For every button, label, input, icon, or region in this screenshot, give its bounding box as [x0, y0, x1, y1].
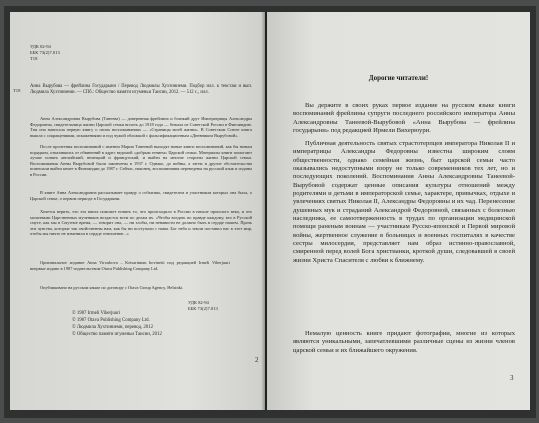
intro-paragraph: Вы держите в своих руках первое издание на русском языке книги воспоминаний фрейлины супруги последнего российского императора Анны Александровны Танеевой-Вырубовой «Анна Вырубова — фрейлина государыни» под редакцией Ирмели Виxерюури. [293, 102, 515, 135]
book-spread [4, 6, 536, 418]
copyright-line: © Общество памяти игуменьи Таисии, 2012 [72, 332, 162, 337]
right-page [267, 12, 530, 410]
agreement-note: Опубликовано на русском языке по договору с Otava Group Agency, Helsinki. [40, 285, 184, 290]
bbk-code: ББК 73(2)7.013 [30, 50, 60, 55]
annotation-paragraph-4: Хочется верить, что эта книга поможет понять то, что происходило в России в начале прошлого века, и что молитвами Царственных мучеников воздастся всем по делам их. «Чтобы воздать по правде каждому, кто в Русской смуте, как мы в Смутное время, — говорит она, — ни злобы, ни ненависти не должно быть в сердце нашем. Прочь эти чувства, которые так свойственны нам, как бы ни поступали с нами. Бог неба и земли поставил нас в этот мир, чтобы мы ничто не изменили в сердце отношение...» [30, 209, 252, 237]
udk-code: УДК 82-94 [30, 44, 51, 49]
annotation-paragraph-2: После прочтения воспоминаний с именем Марии Танеевой выходят новые книги воспоминаний, как бы новым порядком, отказавшись от обвинений в адрес ведомой «добрым гением» Царской семьи. Материалы книги помогают лучше понять английский, немецкий и французский, и выйти на многие стороны жизни Царской семьи. Воспоминания Анны Вырубовой были закончены в 1937 г. Однако, до войны, а затем в другие обстоятельства помешали выйти книге в Финляндии до 1987 г. Сейчас, наконец, воспоминания переведены на русский язык и изданы в России. [30, 144, 252, 177]
index-side: Т18 [13, 88, 21, 93]
page-number-right: 3 [510, 374, 514, 382]
copyright-line: © 1987 Irmeli Viherjuuri [72, 311, 121, 316]
closing-paragraph: Немалую ценность книге придают фотографии, многие из которых являются уникальными, запечатлевшими различные сцены из жизни членов царской семьи и их ближайшего окружения. [293, 330, 515, 354]
original-edition-note: Оригинальное издание Anna Viroubova – Keisarinnan hovineiti под редакцией Irmeli Viherjuuri впервые издано в 1987 издательством Otava Publishing Company Ltd. [30, 260, 230, 271]
copyright-line: © Людмила Хухтиниеми, перевод, 2012 [72, 325, 153, 330]
body-paragraph: Публичная деятельность святых страстотерпцев императора Николая II и императрицы Александры Федоровны известна широким слоям общественности, однако семейная жизнь, быт царской семьи часто оказывались недоступными взору не только современников тех лет, но и последующих поколений. Воспоминания Анны Александровны Танеевой-Вырубовой содержат ценные описания культуры отношений между родителями и детьми в императорской семье, характере, привычках, отдыхе и увлечениях святых Николая II, Александры Федоровны и их чад. Перенесение душевных мук и страданий Александрой Федоровной, связанных с болезнью наследника, ее самоотверженность в трудах по организации медицинской помощи раненым воинам — участникам Русско-японской и Первой мировой войны, жертвенное служение в больницах и военных госпиталях в качестве сестры милосердия, представляет нам образ истинно-православной, смиренной перед волей Бога христианки, кроткой души, следовавшей в своей жизни Христа Спасителя с любви к ближнему. [293, 140, 515, 264]
page-number-left: 2 [255, 356, 259, 364]
page-heading: Дорогие читатели! [368, 74, 429, 82]
copyright-line: © 1987 Otava Publishing Company Ltd. [72, 318, 150, 323]
index-code: Т18 [30, 56, 38, 61]
bibliographic-record: Анна Вырубова — фрейлина Государыни / Перевод Людмилы Хухтиниеми. Подбор илл. к текстам и вып. Людмила Хухтиниеми. — СПб.: Общество памяти игуменьи Таисии, 2012. — 512 с., илл. [30, 84, 252, 96]
annotation-paragraph-3: В книге Анна Александровна рассказывает правду о событиях, свидетелем и участником которых она была, о Царской семье, о первом периоде в Государыни. [30, 190, 252, 201]
bbk-code-bottom: ББК 73(2)7.013 [188, 306, 218, 311]
annotation-paragraph-1: Анна Александровна Вырубова (Танеева) — доверенная фрейлина и близкий друг Императрицы Александры Федоровны, свидетельница жизни Царской семьи вплоть до 1918 года — бежала из Советской России в Финляндию. Там она написала первую книгу о своих воспоминаниях — «Страницы моей жизни». В Советском Союзе книга вышла с сокращениями, искажениями и под чужой обложкой с фальсификационным «Дневником Вырубовой». [30, 116, 252, 138]
udk-code-bottom: УДК 82-94 [188, 300, 209, 305]
left-page [10, 12, 265, 410]
